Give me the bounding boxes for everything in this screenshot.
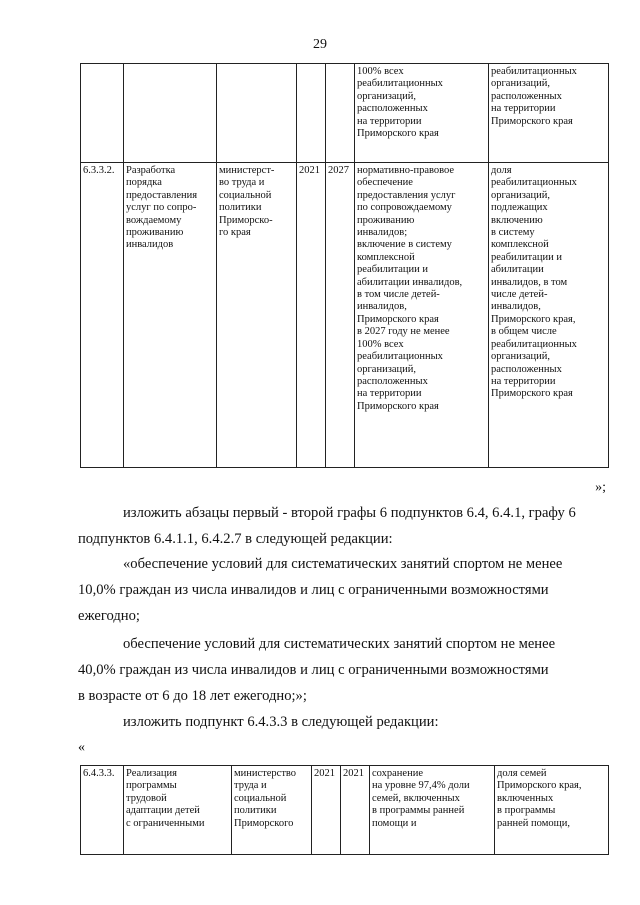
cell-text-line: адаптации детей xyxy=(126,805,200,817)
cell-text-line: министерст- xyxy=(219,165,275,176)
cell-text-line: обеспечение xyxy=(357,177,413,189)
cell-text-line: с ограниченными xyxy=(126,817,205,829)
cell-executor xyxy=(217,64,297,163)
cell-text-line: расположенных xyxy=(357,103,428,115)
cell-num: 6.3.3.2. xyxy=(81,163,124,468)
cell-text-line: Приморского края xyxy=(357,313,439,325)
amendment-paragraph-3: обеспечение условий для систематических занятий спортом не менее 40,0% граждан из числа инвалидов и лиц с ограниченными возможностями в возрасте от 6 до 18 лет ежегодно;»; xyxy=(78,636,556,704)
cell-text-line: инвалидов xyxy=(126,239,174,251)
cell-text-line: помощи и xyxy=(372,817,417,829)
amendment-paragraph-4: изложить подпункт 6.4.3.3 в следующей редакции: xyxy=(123,714,439,730)
cell-text-line: абилитации xyxy=(491,264,544,276)
cell-text-line: Приморского края xyxy=(491,115,573,127)
cell-result xyxy=(370,766,495,855)
cell-year-end: 2027 xyxy=(326,163,355,468)
cell-text-line: семей, включенных xyxy=(372,792,460,804)
cell-text-line: организаций, xyxy=(491,78,550,90)
cell-text-line: по сопровождаемому xyxy=(357,202,452,214)
cell-text-line: реабилитационных xyxy=(357,78,443,90)
cell-text-line: организаций, xyxy=(357,90,416,102)
cell-text-line: в том числе детей- xyxy=(357,289,440,301)
cell-text-line: абилитации инвалидов, xyxy=(357,276,463,288)
table-row xyxy=(81,64,609,163)
cell-text-line: доля xyxy=(491,165,512,176)
program-table-new xyxy=(80,765,609,855)
cell-text-line: в общем числе xyxy=(491,326,557,338)
cell-text-line: включение в систему xyxy=(357,239,452,251)
cell-text-line: на территории xyxy=(491,103,556,115)
cell-text-line: проживанию xyxy=(126,227,184,239)
cell-text-line: комплексной xyxy=(357,251,415,263)
cell-text-line: в систему xyxy=(491,227,535,239)
cell-text-line: Приморского края xyxy=(357,128,439,140)
cell-text-line: Приморско- xyxy=(219,214,273,226)
cell-text-line: организаций, xyxy=(357,363,416,375)
amendment-paragraph-2: «обеспечение условий для систематических занятий спортом не менее 10,0% граждан из числа инвалидов и лиц с ограниченными возможностями ежегодно; xyxy=(78,556,563,624)
cell-indicator xyxy=(495,766,609,855)
cell-year-end: 2021 xyxy=(341,766,370,855)
cell-text-line: предоставления xyxy=(126,189,198,201)
cell-text-line: комплексной xyxy=(491,239,549,251)
cell-text-line: реабилитации и xyxy=(491,251,562,263)
cell-text-line: программы xyxy=(126,780,177,792)
cell-text-line: на территории xyxy=(357,388,422,400)
cell-name xyxy=(124,64,217,163)
cell-text-line: во труда и xyxy=(219,177,265,189)
cell-text-line: услуг по сопро- xyxy=(126,202,197,214)
cell-text-line: числе детей- xyxy=(491,289,548,301)
cell-text-line: реабилитационных xyxy=(357,351,443,363)
cell-text-line: министерство xyxy=(234,768,297,779)
cell-text-line: расположенных xyxy=(491,363,562,375)
cell-year-start: 2021 xyxy=(312,766,341,855)
cell-text-line: Разработка xyxy=(126,165,176,176)
cell-text-line: организаций, xyxy=(491,189,550,201)
cell-text-line: в программы xyxy=(497,805,556,817)
table-row xyxy=(81,163,609,468)
cell-text-line: расположенных xyxy=(357,375,428,387)
cell-text-line: расположенных xyxy=(491,90,562,102)
cell-name xyxy=(124,163,217,468)
cell-text-line: социальной xyxy=(219,189,272,201)
opening-quote-mark: « xyxy=(78,740,85,755)
cell-text-line: Приморского края xyxy=(491,388,573,400)
cell-result xyxy=(355,163,489,468)
page-number: 29 xyxy=(313,37,327,52)
cell-text-line: 100% всех xyxy=(357,66,404,77)
cell-text-line: труда и xyxy=(234,780,267,792)
cell-text-line: инвалидов, xyxy=(491,301,541,313)
cell-text-line: реабилитационных xyxy=(491,338,577,350)
cell-text-line: Реализация xyxy=(126,768,177,779)
cell-text-line: сохранение xyxy=(372,768,423,779)
cell-text-line: нормативно-правовое xyxy=(357,165,455,176)
cell-text-line: инвалидов; xyxy=(357,227,408,239)
cell-text-line: инвалидов, в том xyxy=(491,276,568,288)
cell-executor xyxy=(217,163,297,468)
cell-text-line: Приморского xyxy=(234,817,294,829)
cell-text-line: в 2027 году не менее xyxy=(357,326,450,338)
cell-text-line: включенных xyxy=(497,792,554,804)
cell-text-line: доля семей xyxy=(497,768,547,779)
cell-text-line: 100% всех xyxy=(357,338,404,350)
cell-indicator xyxy=(489,163,609,468)
cell-text-line: Приморского края, xyxy=(497,780,582,792)
cell-text-line: предоставления услуг xyxy=(357,189,456,201)
cell-result xyxy=(355,64,489,163)
cell-num: 6.4.3.3. xyxy=(81,766,124,855)
cell-text-line: на территории xyxy=(357,115,422,127)
cell-name xyxy=(124,766,232,855)
program-table-continuation xyxy=(80,63,609,468)
table-row xyxy=(81,766,609,855)
closing-quote-mark: »; xyxy=(595,480,606,495)
cell-text-line: социальной xyxy=(234,792,287,804)
cell-executor xyxy=(232,766,312,855)
cell-text-line: реабилитационных xyxy=(491,66,577,77)
cell-text-line: ранней помощи, xyxy=(497,817,570,829)
cell-year-end xyxy=(326,64,355,163)
cell-text-line: инвалидов, xyxy=(357,301,407,313)
cell-text-line: подлежащих xyxy=(491,202,548,214)
cell-text-line: Приморского края, xyxy=(491,313,576,325)
cell-text-line: организаций, xyxy=(491,351,550,363)
cell-text-line: политики xyxy=(234,805,277,817)
cell-indicator xyxy=(489,64,609,163)
cell-text-line: вождаемому xyxy=(126,214,182,226)
cell-text-line: включению xyxy=(491,214,543,226)
cell-num xyxy=(81,64,124,163)
cell-year-start: 2021 xyxy=(297,163,326,468)
cell-year-start xyxy=(297,64,326,163)
cell-text-line: реабилитационных xyxy=(491,177,577,189)
amendment-paragraph-1: изложить абзацы первый - второй графы 6 подпунктов 6.4, 6.4.1, графу 6 подпунктов 6.4.1.1, 6.4.2.7 в следующей редакции: xyxy=(78,505,576,547)
cell-text-line: трудовой xyxy=(126,792,167,804)
cell-text-line: го края xyxy=(219,227,251,239)
cell-text-line: проживанию xyxy=(357,214,415,226)
cell-text-line: в программы ранней xyxy=(372,805,465,817)
cell-text-line: на территории xyxy=(491,375,556,387)
cell-text-line: политики xyxy=(219,202,262,214)
cell-text-line: Приморского края xyxy=(357,400,439,412)
cell-text-line: порядка xyxy=(126,177,162,189)
cell-text-line: реабилитации и xyxy=(357,264,428,276)
cell-text-line: на уровне 97,4% доли xyxy=(372,780,470,792)
